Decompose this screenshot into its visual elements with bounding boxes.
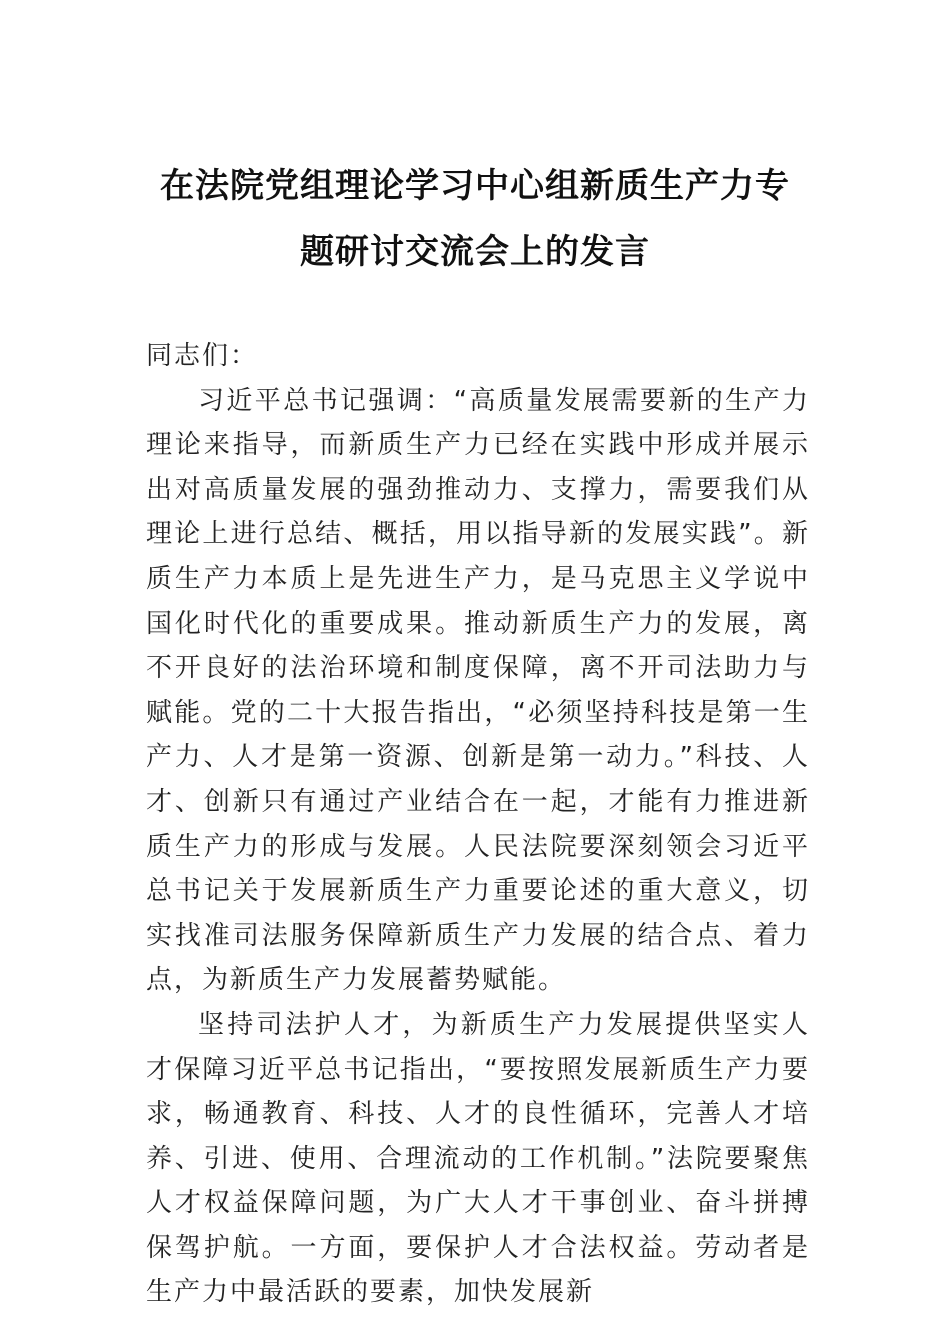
document-title-line-2: 题研讨交流会上的发言: [300, 232, 650, 272]
salutation: 同志们：: [146, 341, 259, 371]
document-title-line-1: 在法院党组理论学习中心组新质生产力专: [160, 166, 790, 206]
paragraph-2: 坚持司法护人才，为新质生产力发展提供坚实人才保障习近平总书记指出，“要按照发展新质生产力要求，畅通教育、科技、人才的良性循环，完善人才培养、引进、使用、合理流动的工作机制。”法院要聚焦人才权益保障问题，为广大人才干事创业、奋斗拼搏保驾护航。一方面，要保护人才合法权益。劳动者是生产力中最活跃的要素，加快发展新: [146, 1009, 810, 1308]
document-body: [146, 334, 810, 1315]
paragraph-1: 习近平总书记强调：“高质量发展需要新的生产力理论来指导，而新质生产力已经在实践中形成并展示出对高质量发展的强劲推动力、支撑力，需要我们从理论上进行总结、概括，用以指导新的发展实践”。新质生产力本质上是先进生产力，是马克思主义学说中国化时代化的重要成果。推动新质生产力的发展，离不开良好的法治环境和制度保障，离不开司法助力与赋能。党的二十大报告指出，“必须坚持科技是第一生产力、人才是第一资源、创新是第一动力。”科技、人才、创新只有通过产业结合在一起，才能有力推进新质生产力的形成与发展。人民法院要深刻领会习近平总书记关于发展新质生产力重要论述的重大意义，切实找准司法服务保障新质生产力发展的结合点、着力点，为新质生产力发展蓄势赋能。: [146, 385, 810, 996]
